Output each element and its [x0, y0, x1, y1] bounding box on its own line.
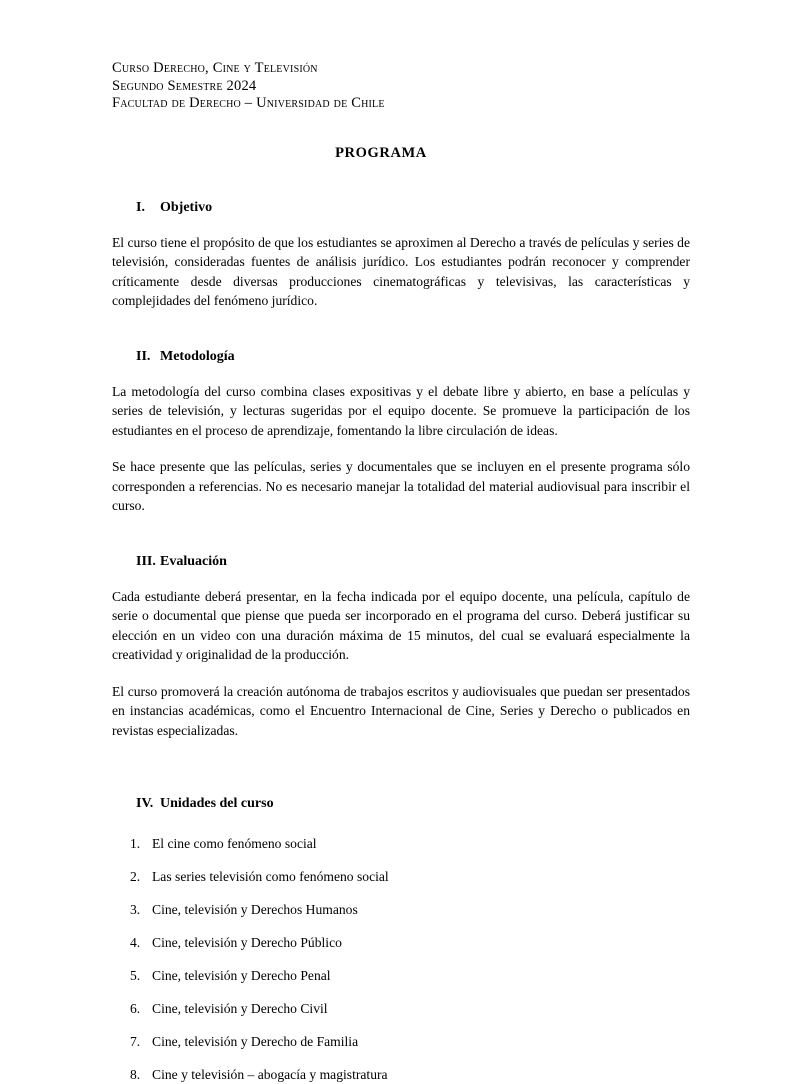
document-header [112, 60, 690, 113]
page-title: PROGRAMA [335, 144, 427, 161]
paragraph-metodologia-1: La metodología del curso combina clases expositivas y el debate libre y abierto, en base a películas y series de televisión, y lecturas sugeridas por el equipo docente. Se promueve la participación de los estudiantes en el proceso de aprendizaje, fomentando la libre circulación de ideas. [112, 383, 690, 438]
list-item-label: El cine como fenómeno social [152, 836, 317, 851]
list-item-label: Cine, televisión y Derecho Penal [152, 968, 331, 983]
list-item-number: 4. [130, 935, 141, 950]
list-item-number: 5. [130, 968, 141, 983]
header-line-course: Curso Derecho, Cine y Televisión [112, 60, 318, 76]
list-item-label: Cine, televisión y Derecho Civil [152, 1001, 328, 1016]
list-item [112, 834, 690, 853]
list-item [112, 999, 690, 1018]
list-item [112, 900, 690, 919]
section-number: IV. [136, 796, 154, 811]
section-heading-metodologia [112, 349, 690, 365]
section-label: Unidades del curso [160, 796, 274, 811]
list-item-number: 3. [130, 902, 141, 917]
list-item [112, 867, 690, 886]
paragraph-metodologia-2: Se hace presente que las películas, series y documentales que se incluyen en el presente programa sólo corresponden a referencias. No es necesario manejar la totalidad del material audiovisual para inscribir el curso. [112, 459, 690, 513]
list-item-number: 2. [130, 869, 141, 884]
paragraph-evaluacion-1: Cada estudiante deberá presentar, en la fecha indicada por el equipo docente, una película, capítulo de serie o documental que piense que pueda ser incorporado en el programa del curso. Deberá justificar su elección en un video con una duración máxima de 15 minutos, del cual se evaluará especialmente la creatividad y originalidad de la producción. [112, 588, 690, 662]
section-label: Evaluación [160, 553, 227, 569]
section-number: III. [136, 553, 156, 569]
section-label: Metodología [160, 348, 235, 364]
list-item [112, 966, 690, 985]
section-heading-evaluacion [112, 554, 690, 570]
list-item-label: Cine, televisión y Derecho Público [152, 935, 342, 950]
list-item-label: Cine, televisión y Derechos Humanos [152, 902, 358, 917]
units-list [112, 834, 690, 1084]
section-number: I. [136, 199, 145, 215]
list-item-number: 1. [130, 836, 141, 851]
list-item-number: 6. [130, 1001, 141, 1016]
header-line-institution: Facultad de Derecho – Universidad de Chile [112, 95, 385, 111]
list-item-label: Cine y televisión – abogacía y magistratura [152, 1067, 388, 1082]
list-item-number: 8. [130, 1067, 141, 1082]
list-item-label: Las series televisión como fenómeno social [152, 869, 389, 884]
section-heading-objetivo [112, 200, 690, 216]
list-item [112, 1065, 690, 1084]
paragraph-evaluacion-2: El curso promoverá la creación autónoma de trabajos escritos y audiovisuales que puedan ser presentados en instancias académicas, como el Encuentro Internacional de Cine, Series y Derecho o publicados en revistas especializadas. [112, 683, 690, 738]
header-line-semester: Segundo Semestre 2024 [112, 77, 257, 94]
section-label: Objetivo [160, 199, 213, 215]
list-item-label: Cine, televisión y Derecho de Familia [152, 1034, 359, 1049]
list-item-number: 7. [130, 1034, 141, 1049]
section-number: II. [136, 348, 151, 364]
section-heading-unidades [112, 796, 690, 812]
paragraph-objetivo-1: El curso tiene el propósito de que los estudiantes se aproximen al Derecho a través de películas y series de televisión, consideradas fuentes de análisis jurídico. Los estudiantes podrán reconocer y comprender críticamente desde diversas producciones cinematográficas y televisivas, las características y complejidades del fenómeno jurídico. [112, 234, 690, 308]
list-item [112, 933, 690, 952]
